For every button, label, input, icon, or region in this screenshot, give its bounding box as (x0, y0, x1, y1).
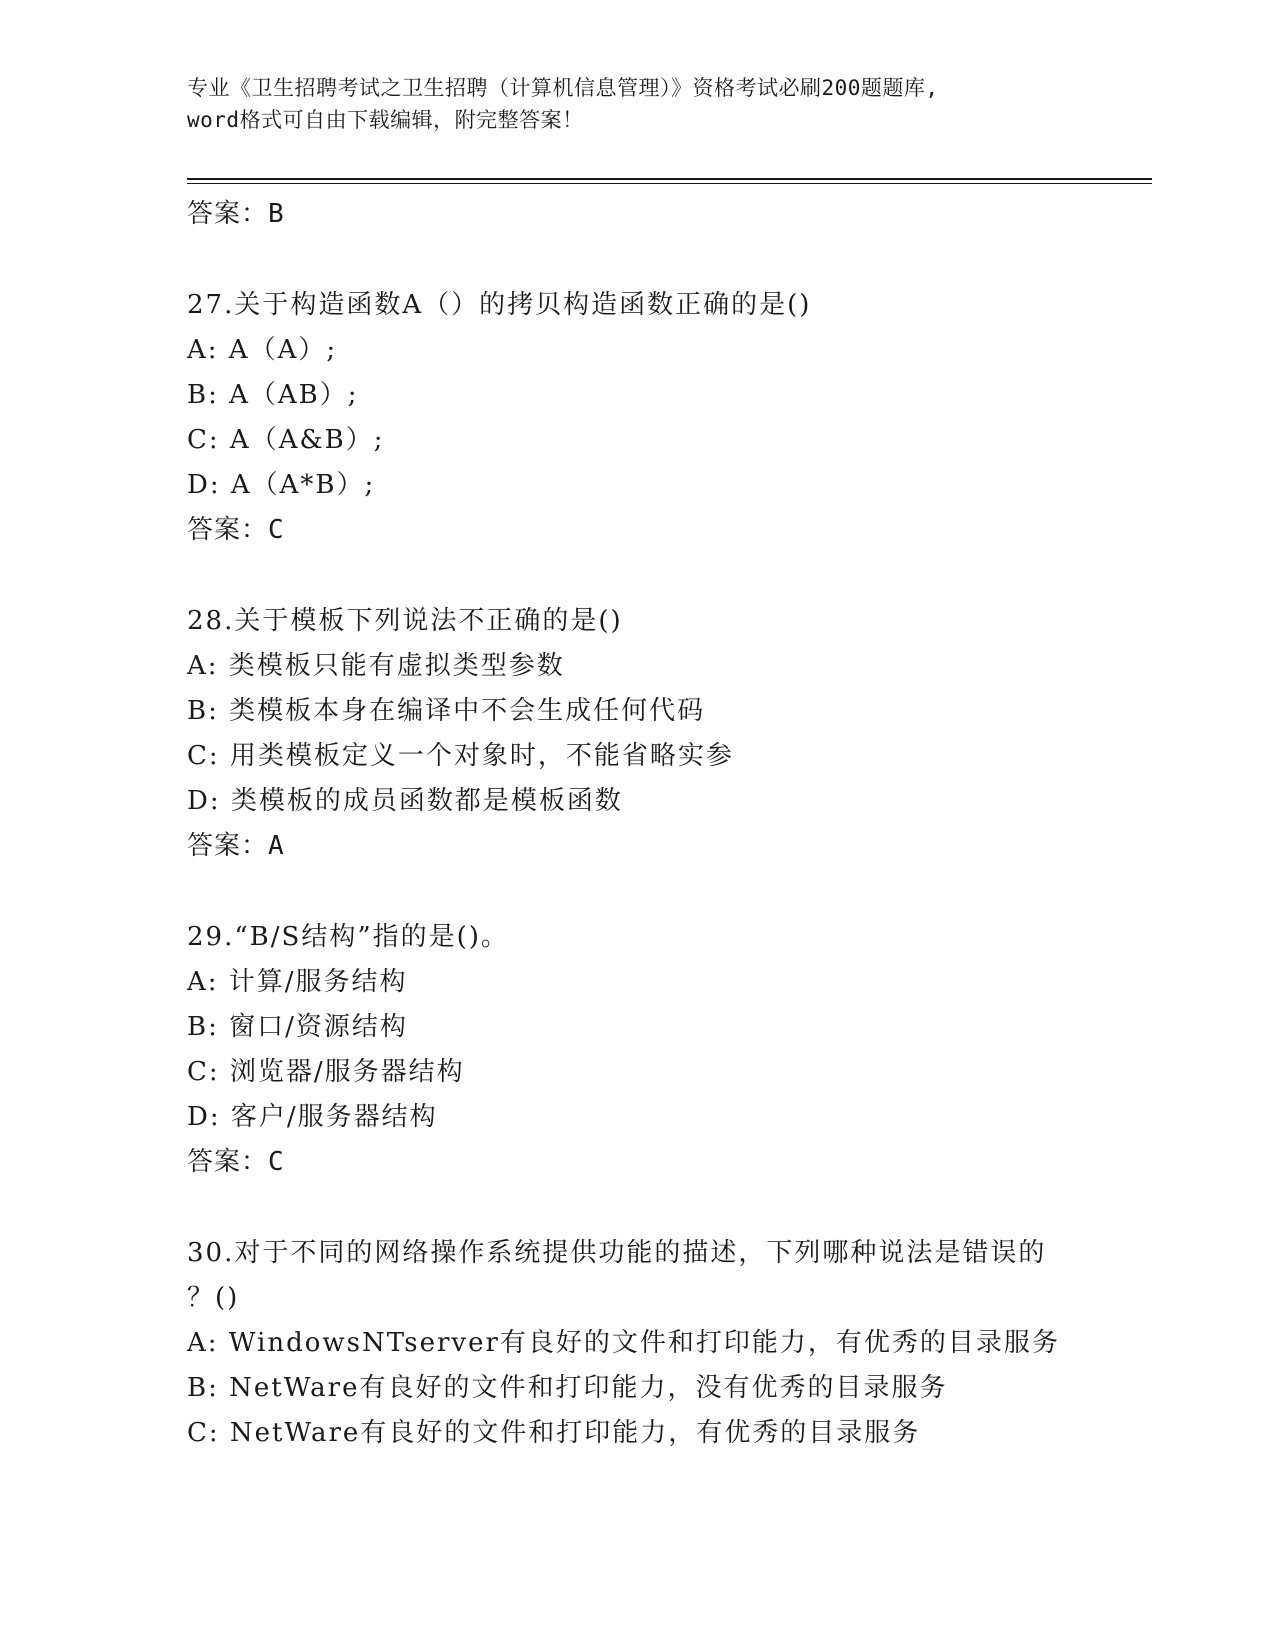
header-line-1: 专业《卫生招聘考试之卫生招聘（计算机信息管理）》资格考试必刷200题题库, (187, 76, 939, 100)
document-header (187, 72, 1087, 136)
question-list (187, 192, 1152, 1456)
option-a: A: 计算/服务结构 (187, 967, 408, 997)
option-c: C: 浏览器/服务器结构 (187, 1057, 465, 1087)
header-line-2: word格式可自由下载编辑，附完整答案！ (187, 108, 584, 132)
answer-line: 答案：C (187, 515, 285, 545)
option-b: B: 窗口/资源结构 (187, 1012, 408, 1042)
header-divider-thin (187, 183, 1152, 184)
option-b: B: NetWare有良好的文件和打印能力，没有优秀的目录服务 (187, 1373, 948, 1403)
option-d: D: A（A*B）; (187, 470, 376, 500)
option-c: C: NetWare有良好的文件和打印能力，有优秀的目录服务 (187, 1418, 921, 1448)
question-30 (187, 1231, 1152, 1456)
option-b: B: 类模板本身在编译中不会生成任何代码 (187, 696, 706, 726)
option-a: A: A（A）; (187, 335, 338, 365)
answer-line: 答案：C (187, 1147, 285, 1177)
option-c: C: 用类模板定义一个对象时，不能省略实参 (187, 741, 734, 771)
answer-line: 答案：A (187, 831, 285, 861)
question-28 (187, 599, 1152, 868)
question-title-line-2: ？() (187, 1283, 240, 1313)
option-a: A: WindowsNTserver有良好的文件和打印能力，有优秀的目录服务 (187, 1328, 1060, 1358)
question-title-line-1: 30.对于不同的网络操作系统提供功能的描述，下列哪种说法是错误的 (187, 1238, 1047, 1268)
question-title: 27.关于构造函数A（）的拷贝构造函数正确的是() (187, 290, 812, 320)
question-29 (187, 915, 1152, 1184)
option-d: D: 客户/服务器结构 (187, 1102, 438, 1132)
option-c: C: A（A&B）; (187, 425, 385, 455)
question-title: 29.“B/S结构”指的是()。 (187, 922, 509, 952)
option-b: B: A（AB）; (187, 380, 359, 410)
option-a: A: 类模板只能有虚拟类型参数 (187, 651, 565, 681)
header-divider-thick (187, 178, 1152, 180)
option-d: D: 类模板的成员函数都是模板函数 (187, 786, 623, 816)
question-27 (187, 283, 1152, 552)
answer-line-q26: 答案：B (187, 199, 285, 229)
question-title: 28.关于模板下列说法不正确的是() (187, 606, 623, 636)
